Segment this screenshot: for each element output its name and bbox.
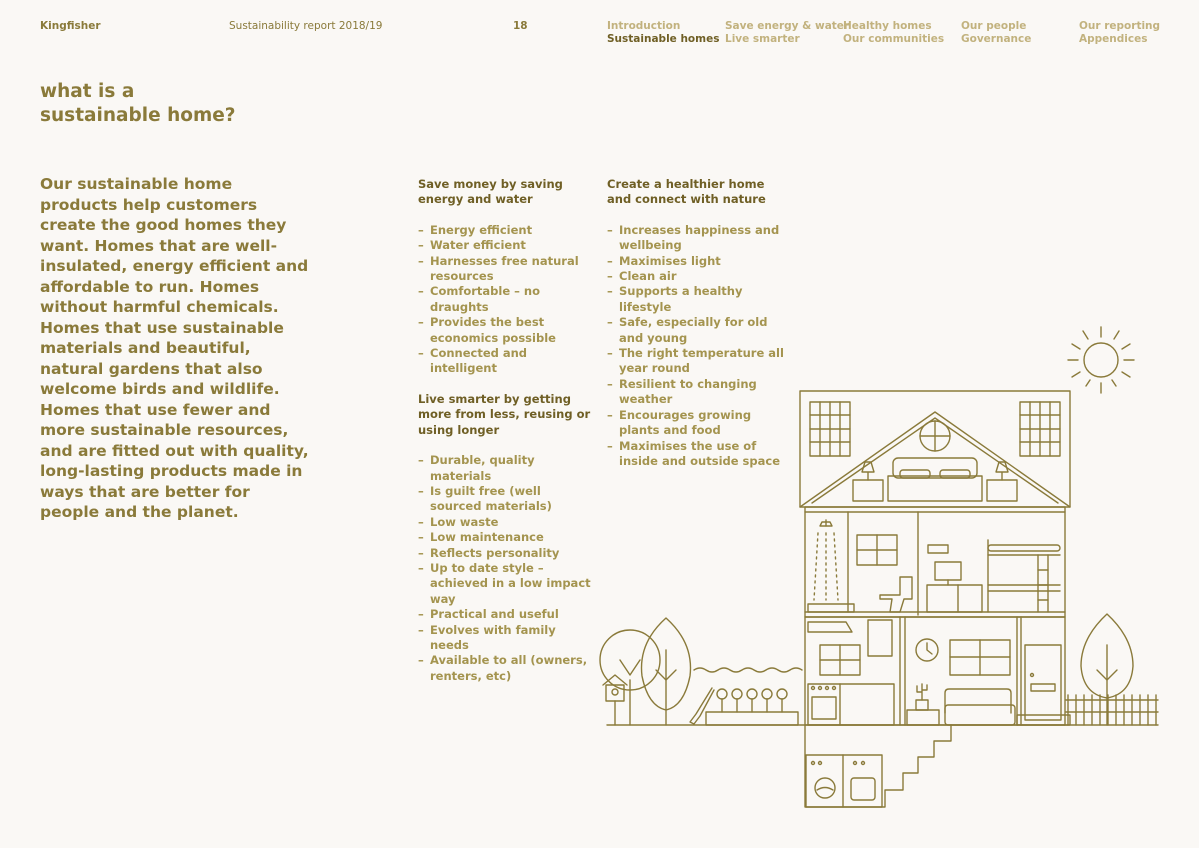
nav-introduction[interactable]: Introduction: [607, 20, 681, 32]
list-item: – Clean air: [607, 269, 785, 284]
list-item: – Comfortable – no draughts: [418, 284, 593, 315]
nav-live-smarter[interactable]: Live smarter: [725, 33, 800, 45]
heading-live-smarter: Live smarter by getting more from less, reusing or using longer: [418, 391, 591, 437]
ground-floor: [805, 617, 1070, 725]
list-item: – Evolves with family needs: [418, 623, 593, 654]
heading-save-money: Save money by saving energy and water: [418, 177, 563, 207]
list-item: – Supports a healthy lifestyle: [607, 284, 785, 315]
upper-floor: [805, 507, 1065, 617]
nav-our-people[interactable]: Our people: [961, 20, 1027, 32]
page-title-line1: what is a: [40, 81, 135, 102]
brand: Kingfisher: [40, 20, 101, 32]
list-item: – Provides the best economics possible: [418, 315, 593, 346]
list-item: – Up to date style – achieved in a low impact way: [418, 561, 593, 607]
list-item: – Connected and intelligent: [418, 346, 593, 377]
list-item: – Is guilt free (well sourced materials): [418, 484, 593, 515]
list-item: – Increases happiness and wellbeing: [607, 223, 785, 254]
list-item: – The right temperature all year round: [607, 346, 785, 377]
list-item: – Harnesses free natural resources: [418, 254, 593, 285]
page-title-line2: sustainable home?: [40, 105, 236, 126]
heading-healthier-home: Create a healthier home and connect with nature: [607, 177, 766, 207]
list-item: – Low waste: [418, 515, 593, 530]
nav-appendices[interactable]: Appendices: [1079, 33, 1148, 45]
nav-our-reporting[interactable]: Our reporting: [1079, 20, 1161, 32]
report-title: Sustainability report 2018/19: [229, 20, 383, 32]
attic: [800, 391, 1070, 507]
list-item: – Low maintenance: [418, 530, 593, 545]
nav-our-communities[interactable]: Our communities: [843, 33, 945, 45]
list-item: – Maximises the use of inside and outside space: [607, 439, 785, 470]
list-item: – Encourages growing plants and food: [607, 408, 785, 439]
list-item: – Practical and useful: [418, 607, 593, 622]
list-item: – Safe, especially for old and young: [607, 315, 785, 346]
list-item: – Available to all (owners, renters, etc): [418, 653, 593, 684]
sun-icon: [1068, 327, 1134, 393]
list-item: – Maximises light: [607, 254, 785, 269]
list-item: – Reflects personality: [418, 546, 593, 561]
nav-healthy-homes[interactable]: Healthy homes: [843, 20, 932, 32]
list-item: – Durable, quality materials: [418, 453, 593, 484]
nav-governance[interactable]: Governance: [961, 33, 1032, 45]
basement: [805, 725, 951, 807]
list-item: – Water efficient: [418, 238, 593, 253]
garden: [600, 614, 1158, 725]
page-number: 18: [513, 20, 528, 32]
intro-text: Our sustainable home products help customers create the good homes they want. Homes that are well-insulated, energy efficient and affordable to run. Homes without harmful chemicals. Homes that use sustainable materials and beautiful, natural gardens that also welcome birds and wildlife. Homes that use fewer and more sustainable resources, and are fitted out with quality, long-lasting products made in ways that are better for people and the planet.: [40, 175, 309, 521]
list-item: – Resilient to changing weather: [607, 377, 785, 408]
list-item: – Energy efficient: [418, 223, 593, 238]
nav-sustainable-homes[interactable]: Sustainable homes: [607, 33, 720, 45]
nav-save-energy[interactable]: Save energy & water: [725, 20, 850, 32]
